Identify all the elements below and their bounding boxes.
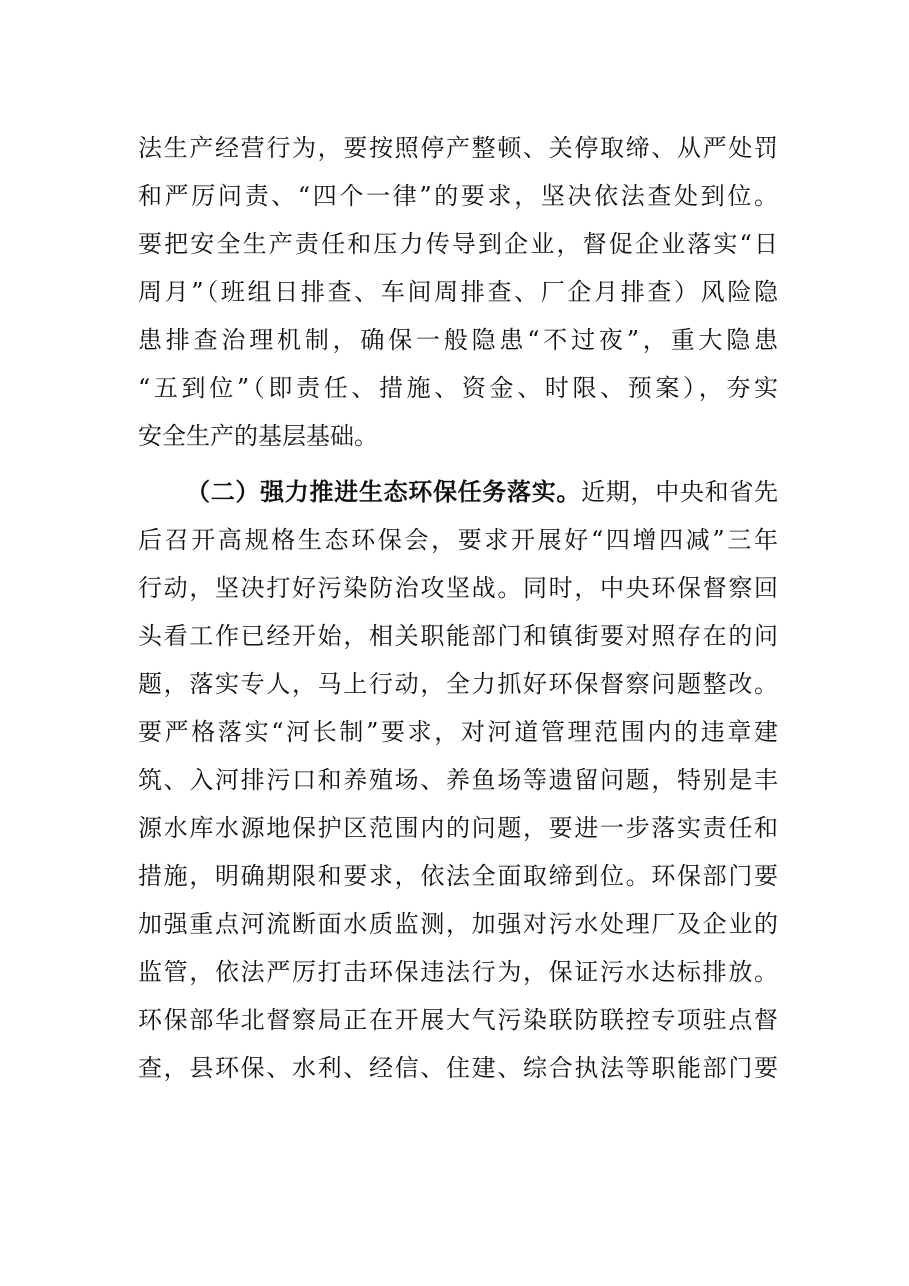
- paragraph-first-line: [138, 468, 778, 516]
- paragraph-line: 行动，坚决打好污染防治攻坚战。同时，中央环保督察回: [138, 574, 778, 602]
- paragraph-line: 源水库水源地保护区范围内的问题，要进一步落实责任和: [138, 814, 778, 842]
- paragraph-line: 周月”（班组日排查、车间周排查、厂企月排查）风险隐: [138, 278, 778, 306]
- paragraph-line: 后召开高规格生态环保会，要求开展好“四增四减”三年: [138, 526, 778, 554]
- paragraph-line: 和严厉问责、“四个一律”的要求，坚决依法查处到位。: [138, 182, 778, 210]
- paragraph-environment: [138, 468, 778, 1092]
- paragraph-line: 题，落实专人，马上行动，全力抓好环保督察问题整改。: [138, 670, 778, 698]
- paragraph-line: “五到位”（即责任、措施、资金、时限、预案），夯实: [138, 374, 778, 402]
- paragraph-line: 法生产经营行为，要按照停产整顿、关停取缔、从严处罚: [138, 134, 778, 162]
- paragraph-line: 患排查治理机制，确保一般隐患“不过夜”，重大隐患: [138, 326, 778, 354]
- paragraph-line: 监管，依法严厉打击环保违法行为，保证污水达标排放。: [138, 958, 778, 986]
- paragraph-line: 查，县环保、水利、经信、住建、综合执法等职能部门要: [138, 1054, 778, 1082]
- paragraph-line-rest: 近期，中央和省先: [581, 478, 779, 506]
- paragraph-safety: [138, 124, 778, 460]
- paragraph-line: 要严格落实“河长制”要求，对河道管理范围内的违章建: [138, 718, 778, 746]
- paragraph-line: 要把安全生产责任和压力传导到企业，督促企业落实“日: [138, 230, 778, 258]
- section-heading: （二）强力推进生态环保任务落实。: [186, 477, 582, 506]
- paragraph-line: 安全生产的基层基础。: [138, 422, 378, 450]
- paragraph-line: 环保部华北督察局正在开展大气污染联防联控专项驻点督: [138, 1006, 778, 1034]
- paragraph-line: 筑、入河排污口和养殖场、养鱼场等遗留问题，特别是丰: [138, 766, 778, 794]
- paragraph-line: 头看工作已经开始，相关职能部门和镇街要对照存在的问: [138, 622, 778, 650]
- paragraph-line: 措施，明确期限和要求，依法全面取缔到位。环保部门要: [138, 862, 778, 890]
- paragraph-line: 加强重点河流断面水质监测，加强对污水处理厂及企业的: [138, 910, 778, 938]
